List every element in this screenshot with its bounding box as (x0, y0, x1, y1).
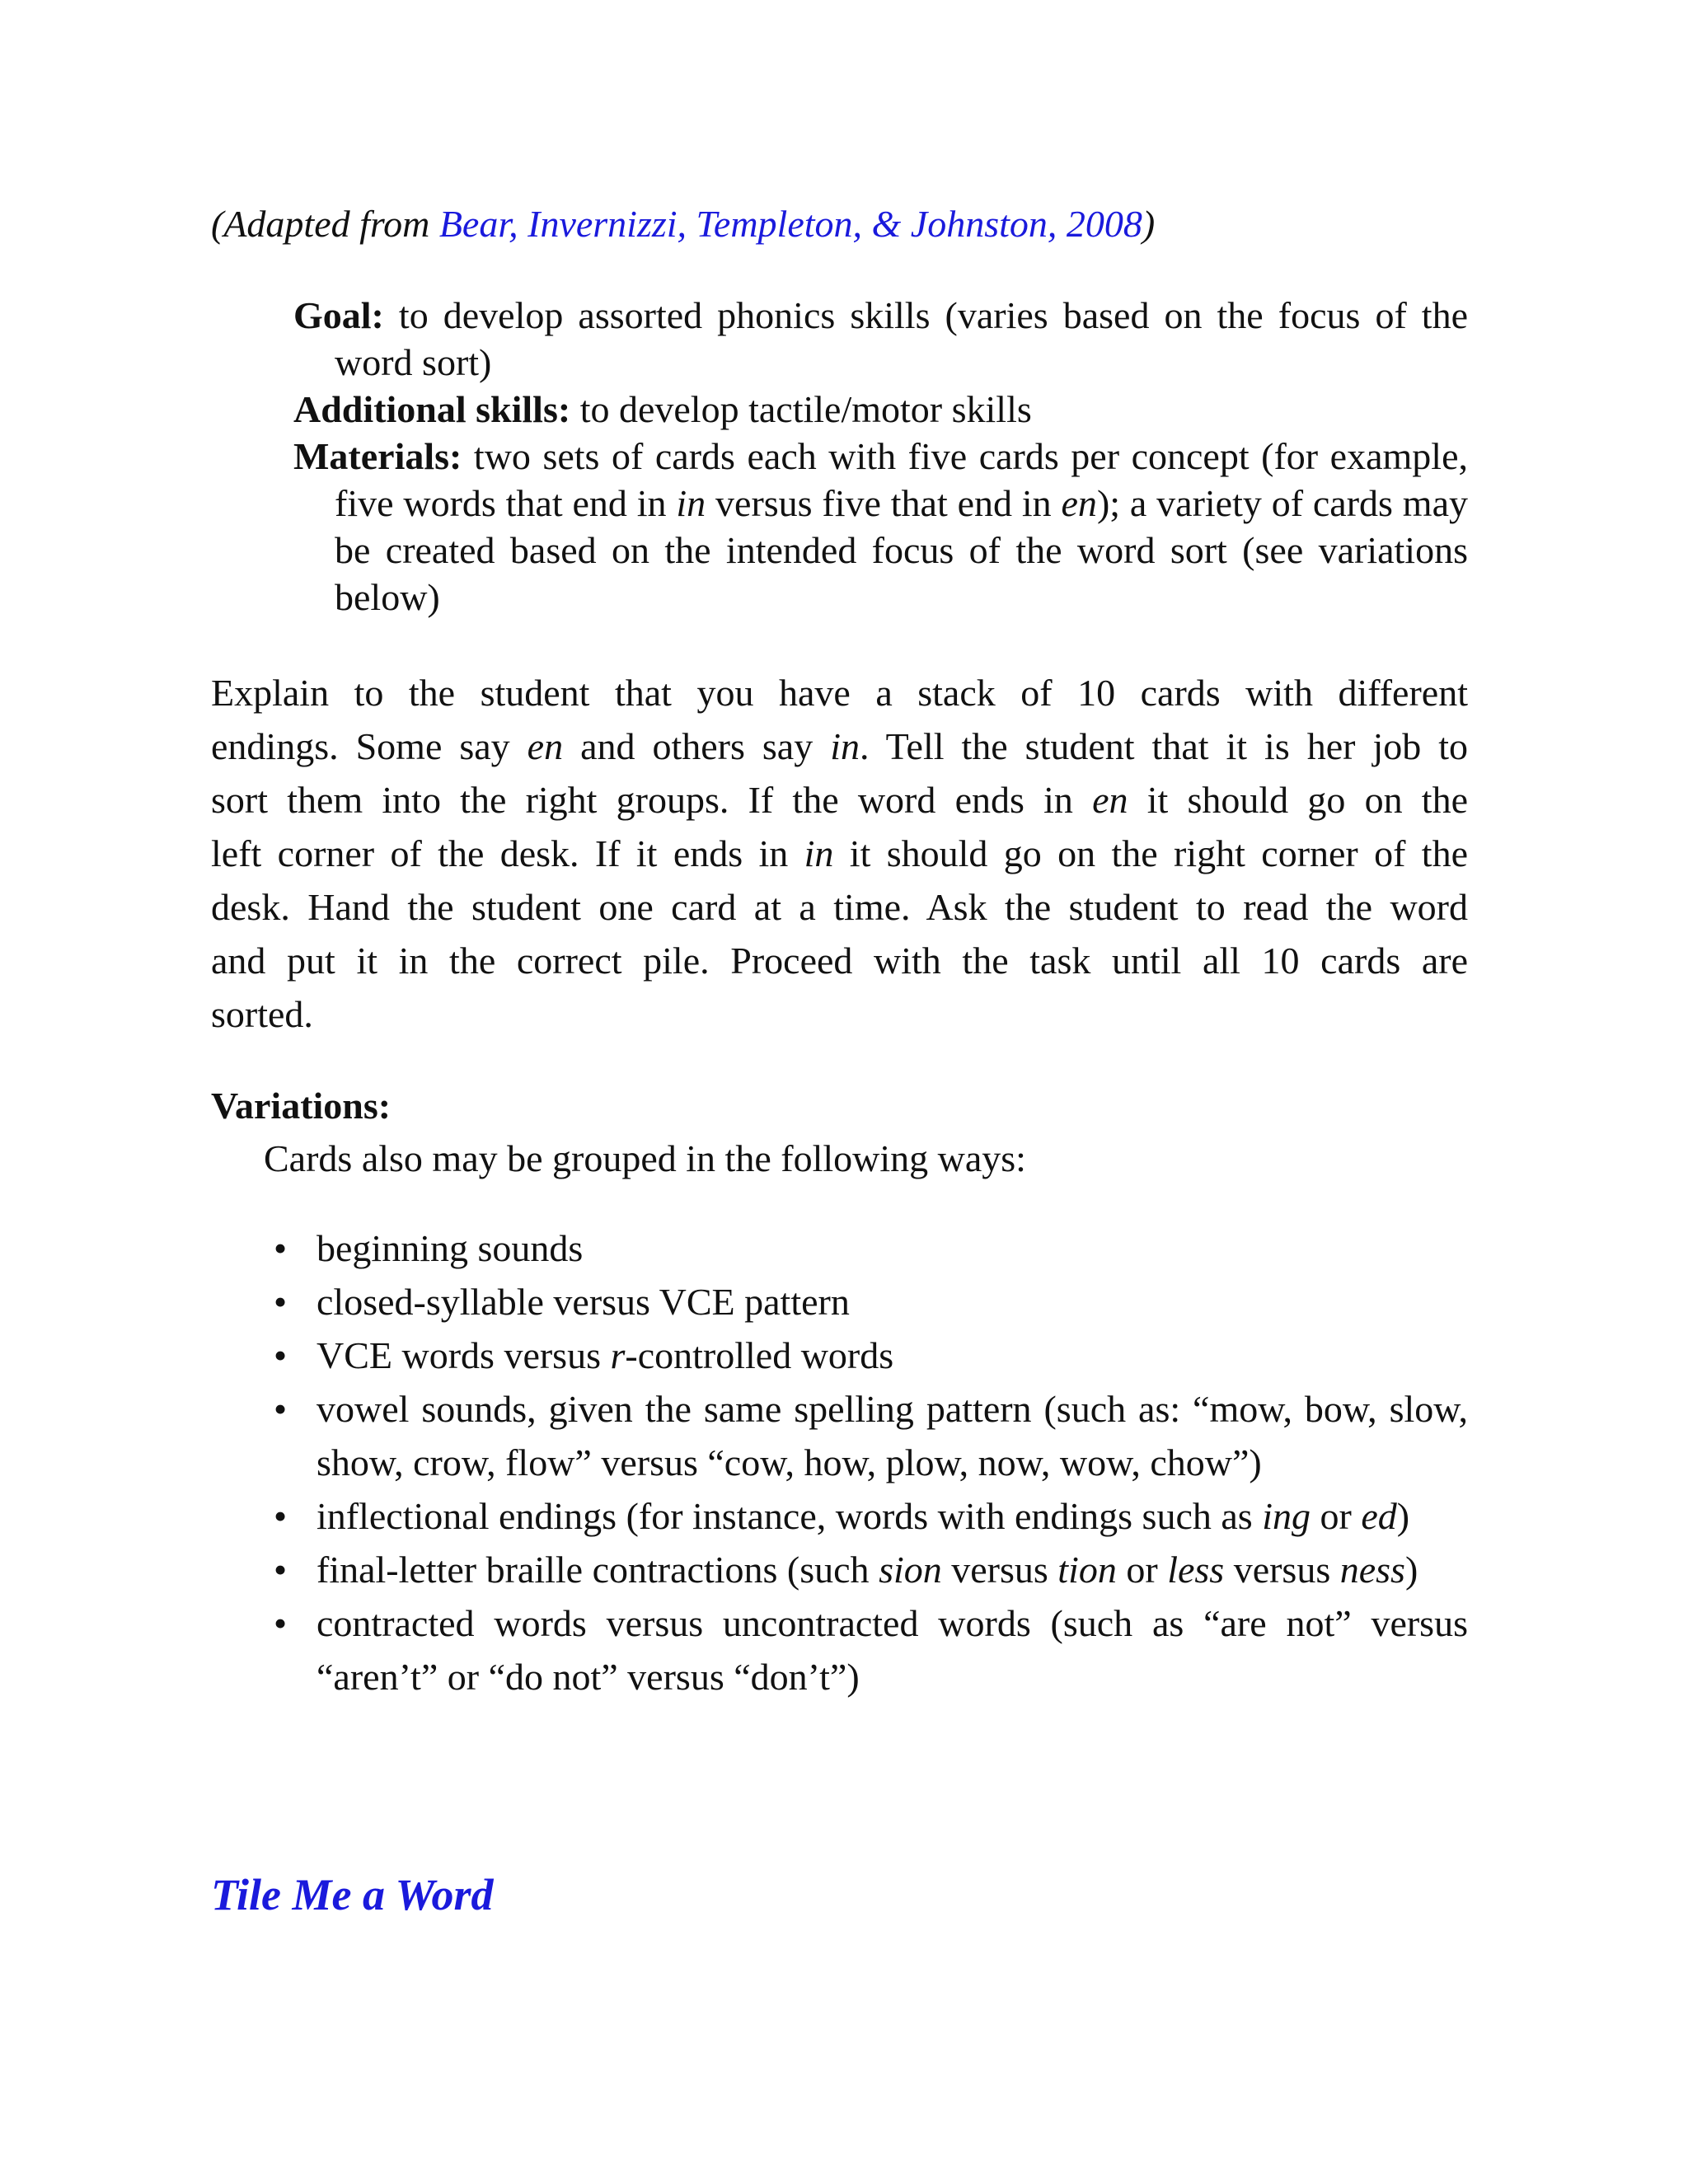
citation-reference-link[interactable]: Bear, Invernizzi, Templeton, & Johnston, 2008 (438, 203, 1142, 245)
materials-em: en (1061, 482, 1097, 524)
bullet-icon: • (274, 1495, 288, 1537)
bullet-icon: • (274, 1602, 288, 1644)
instructions-line: Explain to the student that you have a stack of 10 cards with different (211, 672, 1468, 714)
list-item: • inflectional endings (for instance, words with endings such as ing or ed) (264, 1489, 1468, 1543)
bullet-icon: • (274, 1334, 288, 1376)
bullet-icon: • (274, 1549, 288, 1591)
citation-close: ) (1142, 203, 1156, 245)
goal-label: Goal: (293, 294, 384, 336)
additional-skills-label: Additional skills: (293, 388, 571, 430)
materials-em: in (676, 482, 706, 524)
additional-skills-text: to develop tactile/motor skills (570, 388, 1032, 430)
instructions-line: desk. Hand the student one card at a time. Ask the student to read the word (211, 886, 1468, 928)
variations-intro: Cards also may be grouped in the following ways: (264, 1137, 1026, 1179)
instructions-line: sorted. (211, 993, 313, 1035)
instructions-paragraph (211, 666, 1468, 1041)
list-item: • final-letter braille contractions (such sion versus tion or less versus ness) (264, 1543, 1468, 1596)
bullet-icon: • (274, 1281, 288, 1323)
materials-label: Materials: (293, 435, 462, 477)
list-item: • VCE words versus r-controlled words (264, 1329, 1468, 1382)
variations-list (264, 1221, 1468, 1704)
additional-skills-line (293, 386, 1468, 433)
section-heading-tile-me-a-word: Tile Me a Word (211, 1870, 494, 1919)
variations-heading: Variations: (211, 1085, 392, 1127)
list-item: • closed-syllable versus VCE pattern (264, 1275, 1468, 1329)
list-item: • vowel sounds, given the same spelling pattern (such as: “mow, bow, slow, show, crow, flow” versus “cow, how, plow, now, wow, chow”) (264, 1382, 1468, 1489)
goal-text: to develop assorted phonics skills (varies based on the focus of the word sort) (335, 294, 1468, 383)
citation (211, 199, 1155, 249)
materials-line (293, 433, 1468, 621)
instructions-line: sort them into the right groups. If the word ends in en it should go on the (211, 779, 1468, 821)
materials-text: ); a variety of cards may be created based on the intended focus of the word sort (see variations below) (335, 482, 1468, 618)
materials-text: versus five that end in (706, 482, 1062, 524)
citation-open: (Adapted from (211, 203, 439, 245)
bullet-icon: • (274, 1388, 288, 1430)
list-item: • contracted words versus uncontracted words (such as “are not” versus “aren’t” or “do not” versus “don’t”) (264, 1596, 1468, 1704)
bullet-icon: • (274, 1227, 288, 1269)
instructions-line: endings. Some say en and others say in. Tell the student that it is her job to (211, 725, 1469, 767)
instructions-line: and put it in the correct pile. Proceed with the task until all 10 cards are (211, 940, 1468, 982)
activity-details (293, 292, 1468, 621)
list-item: • beginning sounds (264, 1221, 1468, 1275)
materials-text: two sets of cards each with five cards per concept (for example, five words that end in (335, 435, 1468, 524)
instructions-line: left corner of the desk. If it ends in in it should go on the right corner of the (211, 832, 1468, 874)
goal-line (293, 292, 1468, 386)
